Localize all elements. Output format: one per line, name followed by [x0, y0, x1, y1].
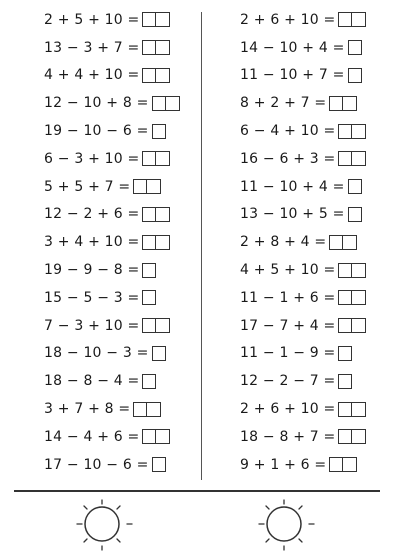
problem-row	[44, 6, 180, 34]
answer-box[interactable]	[142, 12, 156, 27]
answer-boxes[interactable]	[338, 429, 366, 444]
answer-boxes[interactable]	[329, 457, 357, 472]
answer-box[interactable]	[338, 318, 352, 333]
problem-expression: 2 + 8 + 4 =	[240, 234, 327, 251]
answer-boxes[interactable]	[142, 235, 170, 250]
answer-boxes[interactable]	[338, 263, 366, 278]
problem-row	[44, 284, 180, 312]
problem-expression: 4 + 5 + 10 =	[240, 262, 336, 279]
answer-box[interactable]	[156, 235, 170, 250]
answer-boxes[interactable]	[133, 179, 161, 194]
problem-expression: 18 − 10 − 3 =	[44, 345, 149, 362]
answer-box[interactable]	[142, 429, 156, 444]
problem-expression: 14 − 4 + 6 =	[44, 428, 140, 445]
problem-expression: 2 + 6 + 10 =	[240, 401, 336, 418]
answer-box[interactable]	[338, 374, 352, 389]
answer-boxes[interactable]	[338, 12, 366, 27]
answer-boxes[interactable]	[142, 318, 170, 333]
problem-row	[240, 395, 366, 423]
answer-boxes[interactable]	[329, 235, 357, 250]
answer-box[interactable]	[352, 151, 366, 166]
problem-expression: 13 − 3 + 7 =	[44, 39, 140, 56]
problem-row	[44, 395, 180, 423]
answer-boxes[interactable]	[142, 151, 170, 166]
answer-box[interactable]	[166, 96, 180, 111]
problem-expression: 6 − 4 + 10 =	[240, 123, 336, 140]
sun-icon	[74, 494, 144, 552]
answer-box[interactable]	[348, 179, 362, 194]
answer-boxes[interactable]	[348, 68, 362, 83]
answer-box[interactable]	[152, 96, 166, 111]
problem-expression: 11 − 1 + 6 =	[240, 289, 336, 306]
answer-box[interactable]	[142, 207, 156, 222]
problem-expression: 3 + 7 + 8 =	[44, 401, 131, 418]
answer-box[interactable]	[352, 318, 366, 333]
column-divider	[201, 12, 202, 480]
problem-expression: 11 − 1 − 9 =	[240, 345, 336, 362]
answer-boxes[interactable]	[338, 374, 352, 389]
answer-boxes[interactable]	[152, 346, 166, 361]
answer-boxes[interactable]	[142, 429, 170, 444]
problem-expression: 17 − 7 + 4 =	[240, 317, 336, 334]
answer-box[interactable]	[156, 207, 170, 222]
problem-row	[44, 145, 180, 173]
problem-row	[240, 312, 366, 340]
problem-expression: 19 − 10 − 6 =	[44, 123, 149, 140]
answer-box[interactable]	[343, 457, 357, 472]
answer-box[interactable]	[142, 40, 156, 55]
answer-boxes[interactable]	[348, 207, 362, 222]
problem-row	[240, 145, 366, 173]
answer-boxes[interactable]	[152, 124, 166, 139]
answer-box[interactable]	[142, 68, 156, 83]
problem-expression: 3 + 4 + 10 =	[44, 234, 140, 251]
problem-expression: 6 − 3 + 10 =	[44, 150, 140, 167]
answer-box[interactable]	[338, 124, 352, 139]
problem-expression: 12 − 2 − 7 =	[240, 373, 336, 390]
problem-expression: 5 + 5 + 7 =	[44, 178, 131, 195]
answer-box[interactable]	[343, 235, 357, 250]
answer-box[interactable]	[152, 457, 166, 472]
answer-box[interactable]	[142, 235, 156, 250]
answer-box[interactable]	[338, 151, 352, 166]
answer-box[interactable]	[142, 151, 156, 166]
answer-box[interactable]	[329, 457, 343, 472]
answer-box[interactable]	[338, 402, 352, 417]
problem-row	[44, 367, 180, 395]
answer-box[interactable]	[352, 263, 366, 278]
answer-box[interactable]	[156, 40, 170, 55]
answer-box[interactable]	[338, 290, 352, 305]
answer-box[interactable]	[147, 402, 161, 417]
problem-expression: 4 + 4 + 10 =	[44, 67, 140, 84]
answer-box[interactable]	[338, 346, 352, 361]
problem-row	[240, 62, 366, 90]
problem-expression: 14 − 10 + 4 =	[240, 39, 345, 56]
sun-icon	[256, 494, 326, 552]
problem-expression: 8 + 2 + 7 =	[240, 95, 327, 112]
problem-row	[240, 228, 366, 256]
answer-box[interactable]	[156, 151, 170, 166]
answer-boxes[interactable]	[338, 151, 366, 166]
bottom-rule	[14, 490, 380, 492]
problem-expression: 18 − 8 + 7 =	[240, 428, 336, 445]
answer-box[interactable]	[348, 68, 362, 83]
answer-box[interactable]	[156, 12, 170, 27]
problem-row	[240, 256, 366, 284]
problem-row	[44, 62, 180, 90]
answer-boxes[interactable]	[348, 179, 362, 194]
problem-row	[44, 34, 180, 62]
problem-row	[240, 423, 366, 451]
problem-row	[240, 201, 366, 229]
problem-expression: 12 − 10 + 8 =	[44, 95, 149, 112]
answer-box[interactable]	[133, 179, 147, 194]
problem-row	[240, 89, 366, 117]
answer-boxes[interactable]	[152, 457, 166, 472]
problem-expression: 13 − 10 + 5 =	[240, 206, 345, 223]
answer-box[interactable]	[152, 346, 166, 361]
problem-row	[44, 201, 180, 229]
answer-boxes[interactable]	[348, 40, 362, 55]
answer-boxes[interactable]	[142, 374, 156, 389]
problem-expression: 11 − 10 + 7 =	[240, 67, 345, 84]
answer-box[interactable]	[352, 402, 366, 417]
problem-row	[44, 117, 180, 145]
problem-row	[240, 117, 366, 145]
answer-box[interactable]	[338, 263, 352, 278]
problem-row	[240, 173, 366, 201]
problem-row	[44, 256, 180, 284]
problem-expression: 16 − 6 + 3 =	[240, 150, 336, 167]
problem-row	[240, 34, 366, 62]
problem-expression: 17 − 10 − 6 =	[44, 456, 149, 473]
problem-expression: 19 − 9 − 8 =	[44, 262, 140, 279]
problem-expression: 9 + 1 + 6 =	[240, 456, 327, 473]
answer-box[interactable]	[352, 12, 366, 27]
problem-row	[44, 228, 180, 256]
problem-expression: 12 − 2 + 6 =	[44, 206, 140, 223]
problem-row	[44, 423, 180, 451]
answer-boxes[interactable]	[142, 207, 170, 222]
answer-box[interactable]	[343, 96, 357, 111]
problem-row	[44, 89, 180, 117]
answer-boxes[interactable]	[338, 402, 366, 417]
answer-boxes[interactable]	[142, 68, 170, 83]
answer-boxes[interactable]	[142, 40, 170, 55]
answer-box[interactable]	[142, 263, 156, 278]
answer-boxes[interactable]	[338, 290, 366, 305]
problem-expression: 18 − 8 − 4 =	[44, 373, 140, 390]
answer-box[interactable]	[142, 374, 156, 389]
problem-row	[240, 367, 366, 395]
answer-box[interactable]	[142, 290, 156, 305]
answer-box[interactable]	[133, 402, 147, 417]
right-problem-column	[240, 6, 366, 479]
answer-box[interactable]	[338, 429, 352, 444]
answer-boxes[interactable]	[133, 402, 161, 417]
problem-row	[240, 451, 366, 479]
problem-row	[240, 284, 366, 312]
answer-boxes[interactable]	[338, 318, 366, 333]
answer-box[interactable]	[348, 207, 362, 222]
answer-boxes[interactable]	[338, 346, 352, 361]
answer-box[interactable]	[152, 124, 166, 139]
answer-boxes[interactable]	[329, 96, 357, 111]
problem-expression: 7 − 3 + 10 =	[44, 317, 140, 334]
problem-row	[44, 451, 180, 479]
left-problem-column	[44, 6, 180, 479]
answer-box[interactable]	[329, 96, 343, 111]
answer-box[interactable]	[142, 318, 156, 333]
answer-box[interactable]	[329, 235, 343, 250]
problem-row	[240, 6, 366, 34]
answer-box[interactable]	[352, 429, 366, 444]
problem-expression: 11 − 10 + 4 =	[240, 178, 345, 195]
answer-boxes[interactable]	[142, 263, 156, 278]
answer-box[interactable]	[156, 318, 170, 333]
answer-box[interactable]	[338, 12, 352, 27]
problem-expression: 2 + 6 + 10 =	[240, 11, 336, 28]
answer-box[interactable]	[156, 68, 170, 83]
problem-row	[44, 312, 180, 340]
answer-boxes[interactable]	[142, 290, 156, 305]
problem-expression: 2 + 5 + 10 =	[44, 11, 140, 28]
answer-boxes[interactable]	[152, 96, 180, 111]
answer-box[interactable]	[156, 429, 170, 444]
answer-boxes[interactable]	[338, 124, 366, 139]
problem-expression: 15 − 5 − 3 =	[44, 289, 140, 306]
problem-row	[240, 340, 366, 368]
problem-row	[44, 173, 180, 201]
answer-box[interactable]	[348, 40, 362, 55]
answer-box[interactable]	[147, 179, 161, 194]
answer-box[interactable]	[352, 124, 366, 139]
answer-box[interactable]	[352, 290, 366, 305]
problem-row	[44, 340, 180, 368]
answer-boxes[interactable]	[142, 12, 170, 27]
